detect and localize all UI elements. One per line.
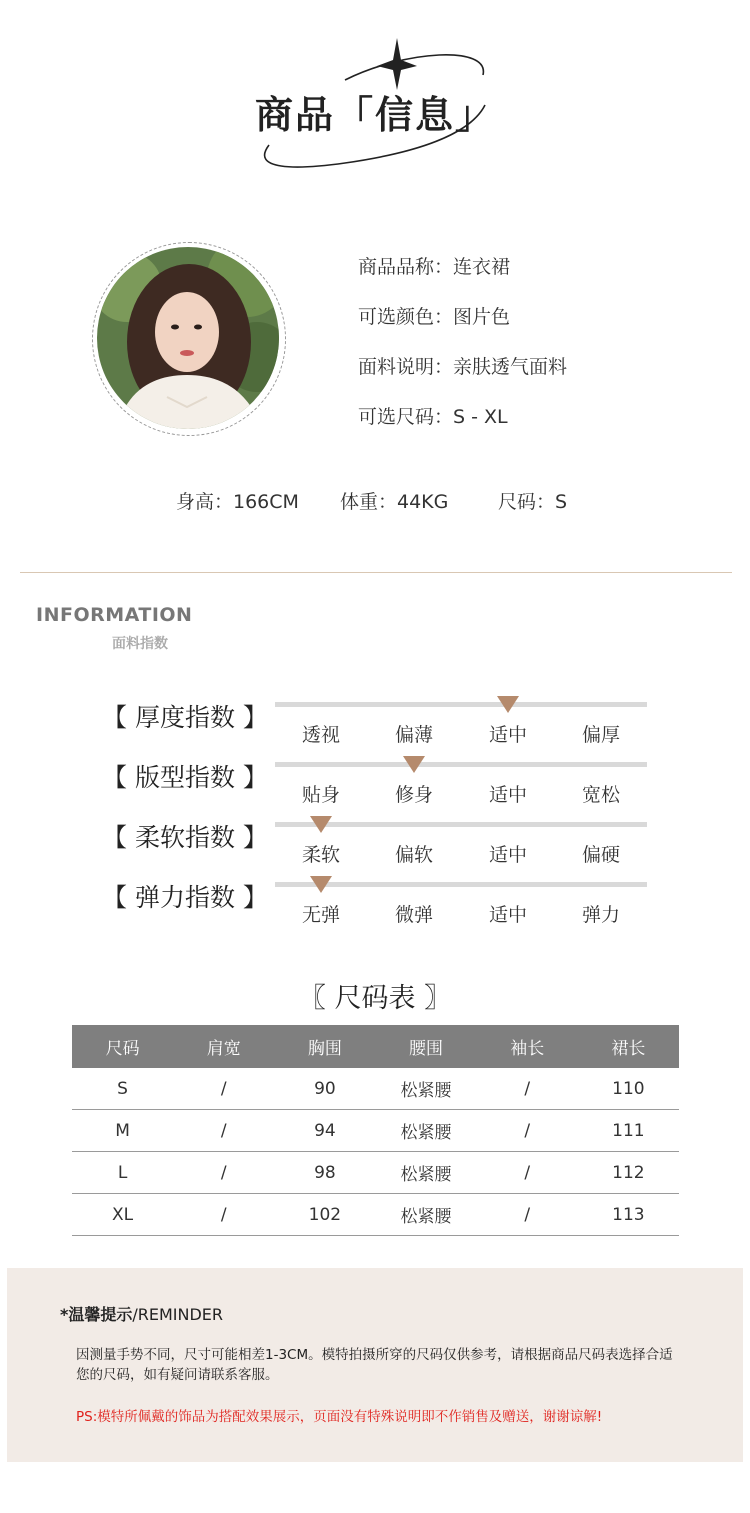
thickness-index-track (275, 702, 647, 707)
cell-waist: 松紧腰 (375, 1194, 476, 1236)
softness-option-2: 偏软 (394, 844, 433, 866)
size-table-title: 〖 尺码表 〗 (298, 983, 452, 1014)
size-table-header-row (72, 1025, 679, 1068)
table-row (72, 1110, 679, 1152)
cell-bust: 90 (274, 1068, 375, 1110)
table-row (72, 1194, 679, 1236)
information-subheading: 面料指数 (112, 636, 168, 652)
cell-size: L (72, 1152, 173, 1194)
header-size: 尺码 (72, 1025, 173, 1068)
cell-waist: 松紧腰 (375, 1110, 476, 1152)
thickness-option-1: 透视 (301, 724, 340, 746)
product-size-row (358, 402, 508, 429)
header-waist: 腰围 (375, 1025, 476, 1068)
elasticity-index-marker-icon (310, 876, 332, 893)
cell-shoulder: / (173, 1152, 274, 1194)
cell-size: M (72, 1110, 173, 1152)
reminder-ps: PS:模特所佩戴的饰品为搭配效果展示，页面没有特殊说明即不作销售及赠送，谢谢谅解! (76, 1409, 603, 1425)
fit-option-4: 宽松 (581, 784, 620, 806)
cell-length: 111 (578, 1110, 679, 1152)
header-bust: 胸围 (274, 1025, 375, 1068)
softness-option-3: 适中 (488, 844, 527, 866)
model-weight: 体重：44KG (340, 491, 449, 513)
softness-option-1: 柔软 (301, 844, 340, 866)
fit-option-1: 贴身 (301, 784, 340, 806)
reminder-title-en: /REMINDER (132, 1305, 224, 1324)
thickness-index-label: 【 厚度指数 】 (102, 703, 268, 732)
product-color-value: 图片色 (453, 306, 511, 328)
cell-shoulder: / (173, 1068, 274, 1110)
fit-index-marker-icon (403, 756, 425, 773)
elasticity-index-label: 【 弹力指数 】 (102, 883, 268, 912)
thickness-option-4: 偏厚 (581, 724, 620, 746)
fit-index-track (275, 762, 647, 767)
product-name-label: 商品品称： (358, 256, 454, 278)
cell-waist: 松紧腰 (375, 1068, 476, 1110)
product-size-value: S - XL (453, 406, 508, 428)
cell-waist: 松紧腰 (375, 1152, 476, 1194)
cell-length: 113 (578, 1194, 679, 1236)
model-avatar (97, 247, 279, 429)
product-color-row (358, 302, 510, 329)
cell-sleeve: / (477, 1152, 578, 1194)
reminder-title (60, 1302, 223, 1325)
reminder-title-cn: *温馨提示 (60, 1305, 133, 1324)
cell-length: 112 (578, 1152, 679, 1194)
elasticity-option-3: 适中 (488, 904, 527, 926)
cell-sleeve: / (477, 1110, 578, 1152)
softness-index-marker-icon (310, 816, 332, 833)
header-shoulder: 肩宽 (173, 1025, 274, 1068)
elasticity-option-4: 弹力 (581, 904, 620, 926)
cell-size: XL (72, 1194, 173, 1236)
section-divider (20, 572, 732, 573)
table-row (72, 1152, 679, 1194)
cell-shoulder: / (173, 1194, 274, 1236)
softness-index-label: 【 柔软指数 】 (102, 823, 268, 852)
table-row (72, 1068, 679, 1110)
thickness-index-marker-icon (497, 696, 519, 713)
cell-bust: 98 (274, 1152, 375, 1194)
softness-option-4: 偏硬 (581, 844, 620, 866)
product-fabric-row (358, 352, 567, 379)
fit-index-label: 【 版型指数 】 (102, 763, 268, 792)
model-height: 身高：166CM (176, 491, 299, 513)
product-name-row (358, 252, 510, 279)
cell-sleeve: / (477, 1194, 578, 1236)
cell-bust: 102 (274, 1194, 375, 1236)
cell-bust: 94 (274, 1110, 375, 1152)
model-size: 尺码：S (498, 491, 568, 513)
header-sleeve: 袖长 (477, 1025, 578, 1068)
product-size-label: 可选尺码： (358, 406, 454, 428)
cell-shoulder: / (173, 1110, 274, 1152)
page-title: 商品「信息」 (254, 93, 495, 137)
reminder-body: 因测量手势不同，尺寸可能相差1-3CM。模特拍摄所穿的尺码仅供参考，请根据商品尺码表选择合适您的尺码，如有疑问请联系客服。 (76, 1347, 673, 1383)
information-heading: INFORMATION (36, 604, 193, 626)
size-table (72, 1025, 679, 1236)
cell-sleeve: / (477, 1068, 578, 1110)
thickness-option-3: 适中 (488, 724, 527, 746)
cell-length: 110 (578, 1068, 679, 1110)
cell-size: S (72, 1068, 173, 1110)
fit-option-2: 修身 (394, 784, 433, 806)
thickness-option-2: 偏薄 (394, 724, 433, 746)
fit-option-3: 适中 (488, 784, 527, 806)
product-name-value: 连衣裙 (453, 256, 511, 278)
header-length: 裙长 (578, 1025, 679, 1068)
elasticity-option-1: 无弹 (301, 904, 340, 926)
elasticity-option-2: 微弹 (394, 904, 433, 926)
product-color-label: 可选颜色： (358, 306, 454, 328)
product-fabric-label: 面料说明： (358, 356, 454, 378)
product-fabric-value: 亲肤透气面料 (453, 356, 568, 378)
